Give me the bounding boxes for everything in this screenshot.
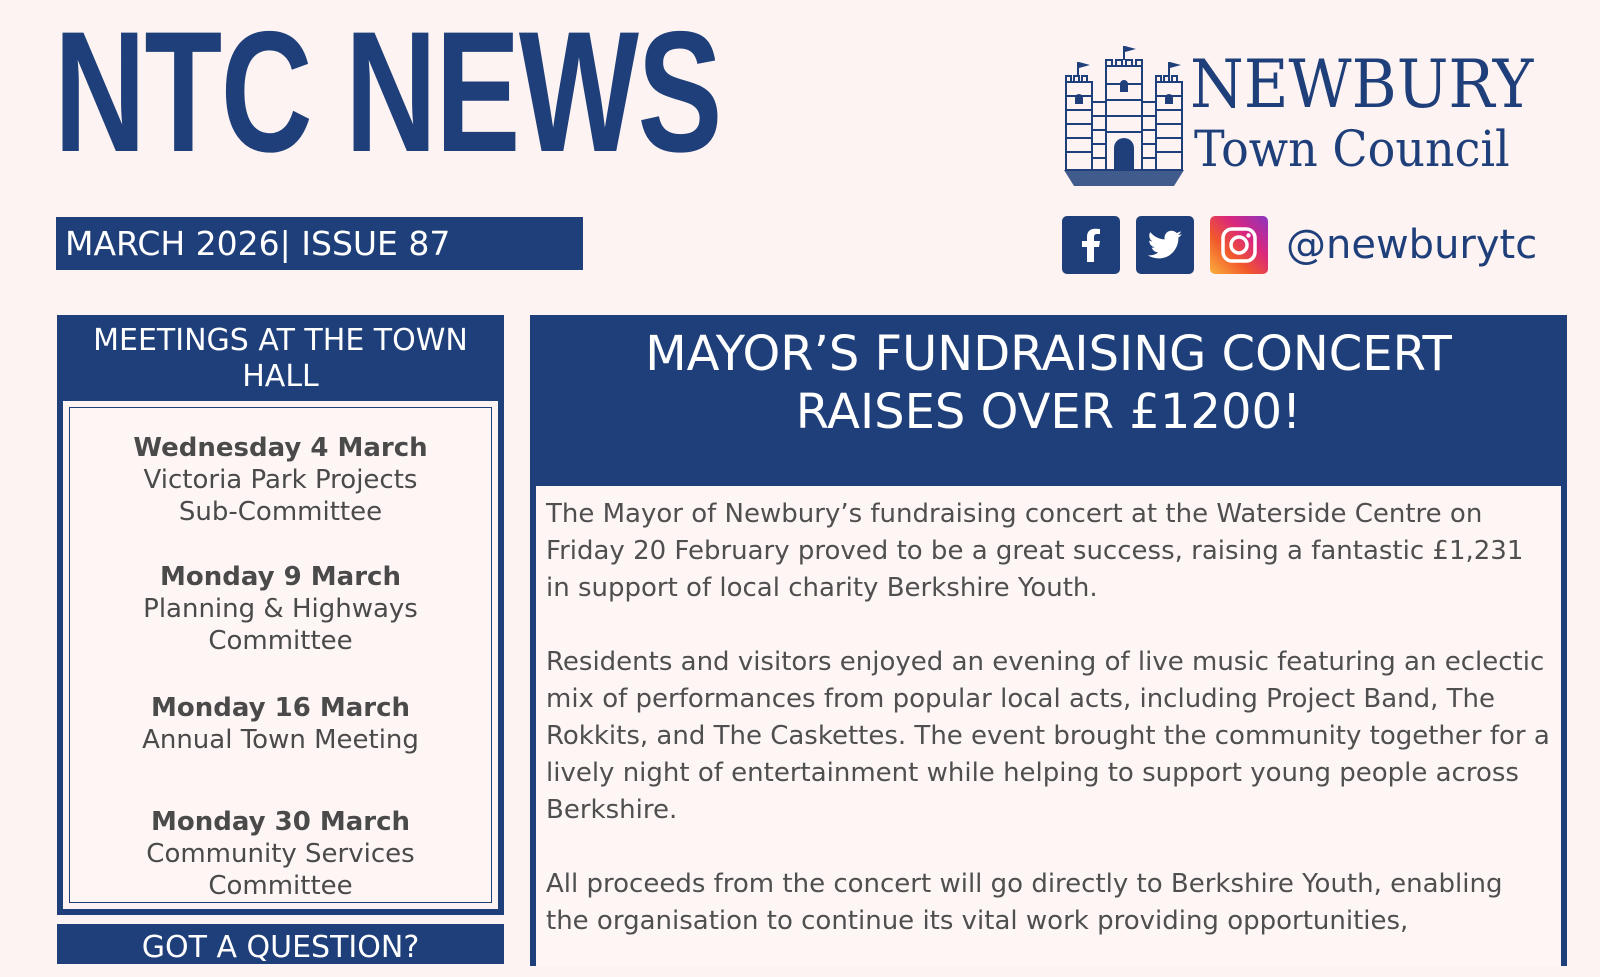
- meeting-item: [70, 432, 491, 528]
- meeting-item: [70, 806, 491, 902]
- meetings-list: [69, 407, 492, 903]
- twitter-icon[interactable]: [1136, 216, 1194, 274]
- meeting-item: [70, 561, 491, 657]
- meeting-name: Planning & Highways Committee: [143, 594, 418, 656]
- social-handle[interactable]: @newburytc: [1286, 222, 1538, 268]
- article-paragraph: All proceeds from the concert will go directly to Berkshire Youth, enabling the organisation to continue its vital work providing opportunities,: [546, 869, 1503, 936]
- meeting-date: Monday 9 March: [160, 562, 401, 592]
- logo-title: NEWBURY: [1190, 46, 1534, 123]
- meeting-date: Wednesday 4 March: [133, 433, 428, 463]
- article-paragraph: The Mayor of Newbury’s fundraising concert at the Waterside Centre on Friday 20 February proved to be a great success, raising a fantastic £1,231 in support of local charity Berkshire Youth.: [546, 499, 1524, 603]
- article-headline: [530, 315, 1567, 488]
- social-links: [1062, 215, 1537, 275]
- article-headline-text: MAYOR’S FUNDRAISING CONCERT RAISES OVER £1200!: [645, 326, 1452, 440]
- article-panel: [530, 486, 1567, 966]
- issue-banner: MARCH 2026| ISSUE 87: [56, 217, 583, 270]
- castle-icon: [1062, 44, 1186, 190]
- masthead-title: NTC NEWS: [54, 0, 721, 188]
- meeting-name: Annual Town Meeting: [142, 725, 419, 755]
- meeting-item: [70, 692, 491, 756]
- meeting-name: Community Services Committee: [146, 839, 415, 901]
- article-body: [546, 496, 1551, 977]
- article-paragraph: Residents and visitors enjoyed an evening of live music featuring an eclectic mix of performances from popular local acts, including Project Band, The Rokkits, and The Caskettes. The event brought the community together for a lively night of entertainment while helping to support young people across Berkshire.: [546, 647, 1550, 825]
- meetings-heading: MEETINGS AT THE TOWN HALL: [57, 315, 504, 403]
- council-logo[interactable]: [1062, 44, 1572, 194]
- meeting-date: Monday 16 March: [151, 693, 410, 723]
- instagram-icon[interactable]: [1210, 216, 1268, 274]
- meeting-name: Victoria Park Projects Sub-Committee: [143, 465, 418, 527]
- meetings-panel: [57, 401, 504, 915]
- facebook-icon[interactable]: [1062, 216, 1120, 274]
- meeting-date: Monday 30 March: [151, 807, 410, 837]
- question-heading: GOT A QUESTION?: [57, 924, 504, 964]
- logo-subtitle: Town Council: [1194, 120, 1510, 178]
